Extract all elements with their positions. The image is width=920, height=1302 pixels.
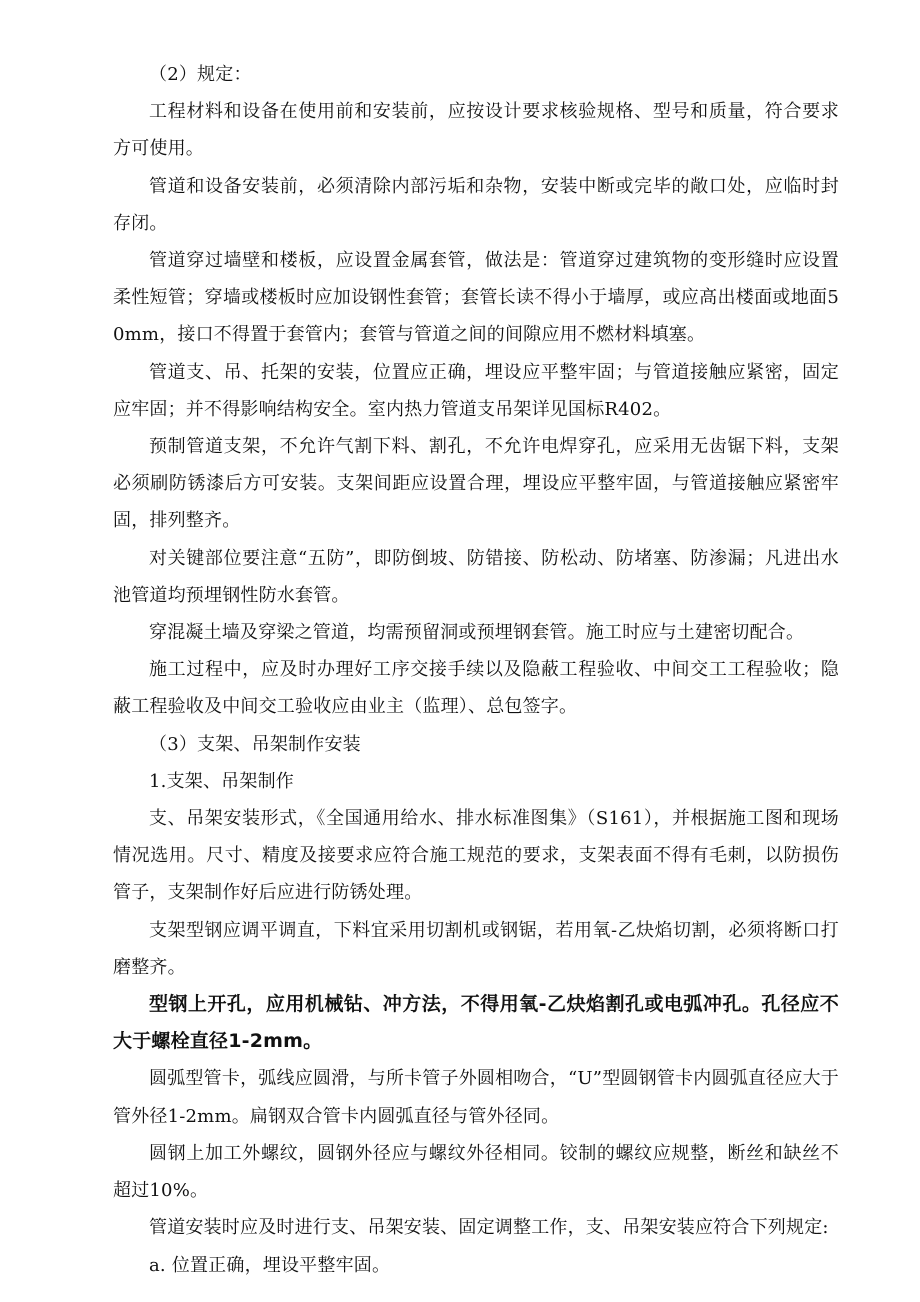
paragraph: 支架型钢应调平调直，下料宜采用切割机或钢锯，若用氧-乙炔焰切割，必须将断口打磨整齐。	[113, 919, 839, 978]
paragraph: 支、吊架安装形式，《全国通用给水、排水标准图集》（S161），并根据施工图和现场情况选用。尺寸、精度及接要求应符合施工规范的要求，支架表面不得有毛刺，以防损伤管子，支架制作好后应进行防锈处理。	[113, 808, 839, 904]
paragraph: 预制管道支架，不允许气割下料、割孔，不允许电焊穿孔，应采用无齿锯下料，支架必须刷防锈漆后方可安装。支架间距应设置合理，埋设应平整牢固，与管道接触应紧密牢固，排列整齐。	[113, 436, 839, 532]
section-heading-support-hanger: （3）支架、吊架制作安装	[149, 733, 361, 755]
paragraph: 管道和设备安装前，必须清除内部污垢和杂物，安装中断或完毕的敞口处，应临时封存闭。	[113, 175, 839, 234]
paragraph: 管道穿过墙壁和楼板，应设置金属套管，做法是：管道穿过建筑物的变形缝时应设置柔性短管；穿墙或楼板时应加设钢性套管；套管长读不得小于墙厚，或应高出楼面或地面50mm，接口不得置于套管内；套管与管道之间的间隙应用不燃材料填塞。	[113, 250, 839, 346]
paragraph: 工程材料和设备在使用前和安装前，应按设计要求核验规格、型号和质量，符合要求方可使用。	[113, 101, 839, 160]
subsection-heading-fabrication: 1.支架、吊架制作	[149, 770, 294, 792]
list-item: a. 位置正确，埋设平整牢固。	[149, 1254, 391, 1276]
paragraph: 施工过程中，应及时办理好工序交接手续以及隐蔽工程验收、中间交工工程验收；隐蔽工程验收及中间交工验收应由业主（监理）、总包签字。	[113, 659, 839, 718]
bold-paragraph: 型钢上开孔，应用机械钻、冲方法，不得用氧-乙炔焰割孔或电弧冲孔。孔径应不大于螺栓直径1-2mm。	[113, 993, 839, 1053]
paragraph: 对关键部位要注意“五防”，即防倒坡、防错接、防松动、防堵塞、防渗漏；凡进出水池管道均预埋钢性防水套管。	[113, 547, 839, 606]
paragraph: 管道支、吊、托架的安装，位置应正确，埋设应平整牢固；与管道接触应紧密，固定应牢固；并不得影响结构安全。室内热力管道支吊架详见国标R402。	[113, 361, 839, 420]
paragraph: 穿混凝土墙及穿梁之管道，均需预留洞或预埋钢套管。施工时应与土建密切配合。	[149, 622, 805, 644]
section-heading-regulations: （2）规定：	[149, 64, 252, 85]
document-body	[113, 56, 839, 1284]
paragraph: 管道安装时应及时进行支、吊架安装、固定调整工作，支、吊架安装应符合下列规定:	[149, 1217, 829, 1239]
paragraph: 圆钢上加工外螺纹，圆钢外径应与螺纹外径相同。铰制的螺纹应规整，断丝和缺丝不超过10%。	[113, 1142, 839, 1202]
paragraph: 圆弧型管卡，弧线应圆滑，与所卡管子外圆相吻合，“U”型圆钢管卡内圆弧直径应大于管外径1-2mm。扁钢双合管卡内圆弧直径与管外径同。	[113, 1068, 839, 1127]
